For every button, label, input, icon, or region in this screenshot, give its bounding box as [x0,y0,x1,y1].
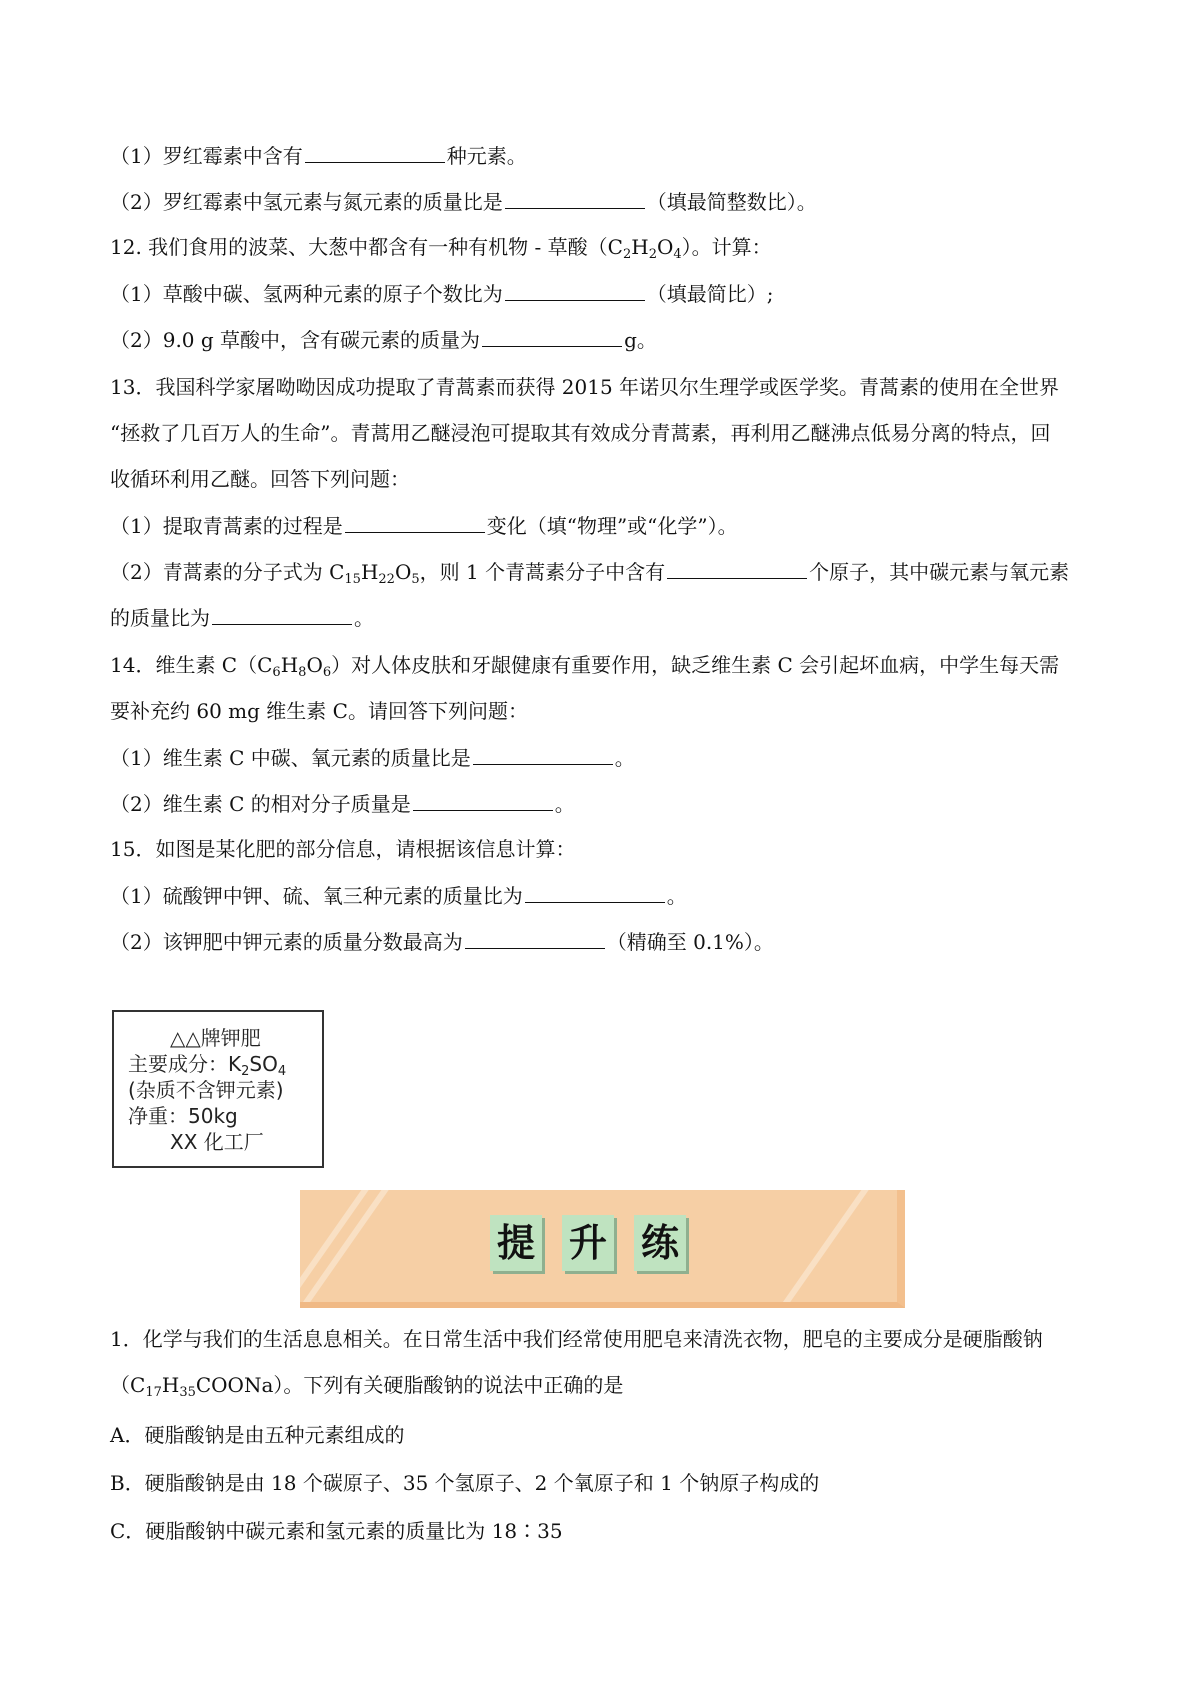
subscript: 2 [241,1064,250,1079]
question-15-part-1 [110,880,1100,911]
text: O [656,235,674,259]
question-15-part-2 [110,926,1100,957]
text: （1）提取青蒿素的过程是 [110,514,343,538]
subscript: 35 [179,1385,196,1400]
text: 12. 我们食用的波菜、大葱中都含有一种有机物 - 草酸（C [110,235,623,259]
subscript: 4 [277,1064,287,1079]
text: COONa）。下列有关硬脂酸钠的说法中正确的是 [195,1373,624,1397]
text: H [161,1373,180,1397]
subscript: 5 [411,572,420,587]
text: （1）草酸中碳、氢两种元素的原子个数比为 [110,282,503,306]
question-12-part-2 [110,324,1100,355]
question-13-line-2 [110,418,1100,448]
question-14-part-1 [110,742,1100,773]
text: 1．化学与我们的生活息息相关。在日常生活中我们经常使用肥皂来清洗衣物，肥皂的主要成分是硬脂酸钠 [110,1327,1043,1351]
text: ，则 1 个青蒿素分子中含有 [419,560,666,584]
label-note: (杂质不含钾元素) [128,1078,284,1102]
subscript: 6 [272,665,281,680]
banner-char: 升 [562,1215,614,1271]
banner-char: 提 [490,1215,542,1271]
text: “拯救了几百万人的生命”。青蒿用乙醚浸泡可提取其有效成分青蒿素，再利用乙醚沸点低易分离的特点，回 [110,421,1051,445]
text: （2）罗红霉素中氢元素与氮元素的质量比是 [110,190,503,214]
text: g。 [624,328,657,352]
text: 13．我国科学家屠呦呦因成功提取了青蒿素而获得 2015 年诺贝尔生理学或医学奖。青蒿素的使用在全世界 [110,375,1060,399]
text: A．硬脂酸钠是由五种元素组成的 [110,1423,405,1447]
subscript: 2 [622,247,632,262]
text: （1）维生素 C 中碳、氧元素的质量比是 [110,746,471,770]
banner-stripe [763,1190,883,1308]
label-ingredient [128,1048,286,1077]
text: （2）青蒿素的分子式为 C [110,560,345,584]
text: （精确至 0.1%）。 [606,930,774,954]
text: 收循环利用乙醚。回答下列问题： [110,467,410,491]
subscript: 4 [673,247,682,262]
answer-blank [505,186,645,209]
text: 14．维生素 C（C [110,653,273,677]
text: （1）硫酸钾中钾、硫、氧三种元素的质量比为 [110,884,523,908]
text: 的质量比为 [110,606,210,630]
text: ）对人体皮肤和牙龈健康有重要作用，缺乏维生素 C 会引起坏血病，中学生每天需 [331,653,1060,677]
text: 15．如图是某化肥的部分信息，请根据该信息计算： [110,837,576,861]
text: （填最简整数比）。 [646,190,817,214]
question-12 [110,232,1100,262]
question-11-part-1 [110,140,1100,171]
answer-blank [482,324,622,347]
answer-blank [525,880,665,903]
banner-char: 练 [634,1215,686,1271]
practice-1-line-2 [110,1370,1100,1400]
label-maker: XX 化工厂 [170,1130,264,1154]
answer-blank [505,278,645,301]
text: ）。计算： [681,235,772,259]
text: SO [249,1052,278,1076]
answer-blank [667,556,807,579]
text: O [306,653,323,677]
practice-1-line-1 [110,1324,1100,1354]
answer-blank [212,602,352,625]
text: 种元素。 [446,144,527,168]
answer-blank [473,742,613,765]
subscript: 17 [145,1385,162,1400]
question-11-part-2 [110,186,1100,217]
question-13-line-1 [110,372,1100,402]
text: 变化（填“物理”或“化学”）。 [486,514,738,538]
text: O [394,560,412,584]
text: C．硬脂酸钠中碳元素和氢元素的质量比为 18∶35 [110,1519,563,1543]
text: H [631,235,649,259]
text: 。 [354,606,374,630]
question-13-part-2 [110,556,1100,587]
text: 主要成分：K [128,1052,242,1076]
question-12-part-1 [110,278,1100,309]
subscript: 6 [322,665,332,680]
text: （C [110,1373,146,1397]
text: （1）罗红霉素中含有 [110,144,303,168]
question-14-line-1 [110,650,1100,680]
answer-blank [345,510,485,533]
fertilizer-label-figure [112,1010,324,1168]
text: （2）9.0 g 草酸中，含有碳元素的质量为 [110,328,481,352]
question-13-part-1 [110,510,1100,541]
answer-blank [413,788,553,811]
text: （填最简比）; [646,282,774,306]
text: H [360,560,379,584]
subscript: 15 [344,572,361,587]
label-title: △△牌钾肥 [170,1026,261,1050]
text: 个原子，其中碳元素与氧元素 [809,560,1070,584]
subscript: 22 [378,572,395,587]
text: 。 [666,884,687,908]
text: （2）维生素 C 的相对分子质量是 [110,792,411,816]
text: H [280,653,299,677]
subscript: 2 [648,247,657,262]
answer-blank [465,926,605,949]
text: 。 [554,792,575,816]
question-14-part-2 [110,788,1100,819]
answer-blank [305,140,445,163]
question-13-line-3 [110,464,1100,494]
text: 要补充约 60 mg 维生素 C。请回答下列问题： [110,699,528,723]
section-banner [300,1190,905,1308]
text: B．硬脂酸钠是由 18 个碳原子、35 个氢原子、2 个氧原子和 1 个钠原子构成的 [110,1471,820,1495]
option-b [110,1468,1100,1498]
option-c [110,1516,1100,1546]
text: （2）该钾肥中钾元素的质量分数最高为 [110,930,463,954]
option-a [110,1420,1100,1450]
question-14-line-2 [110,696,1100,726]
subscript: 8 [298,665,307,680]
question-15 [110,834,1100,864]
label-weight: 净重：50kg [128,1104,238,1128]
question-13-part-2-cont [110,602,1100,633]
text: 。 [614,746,635,770]
